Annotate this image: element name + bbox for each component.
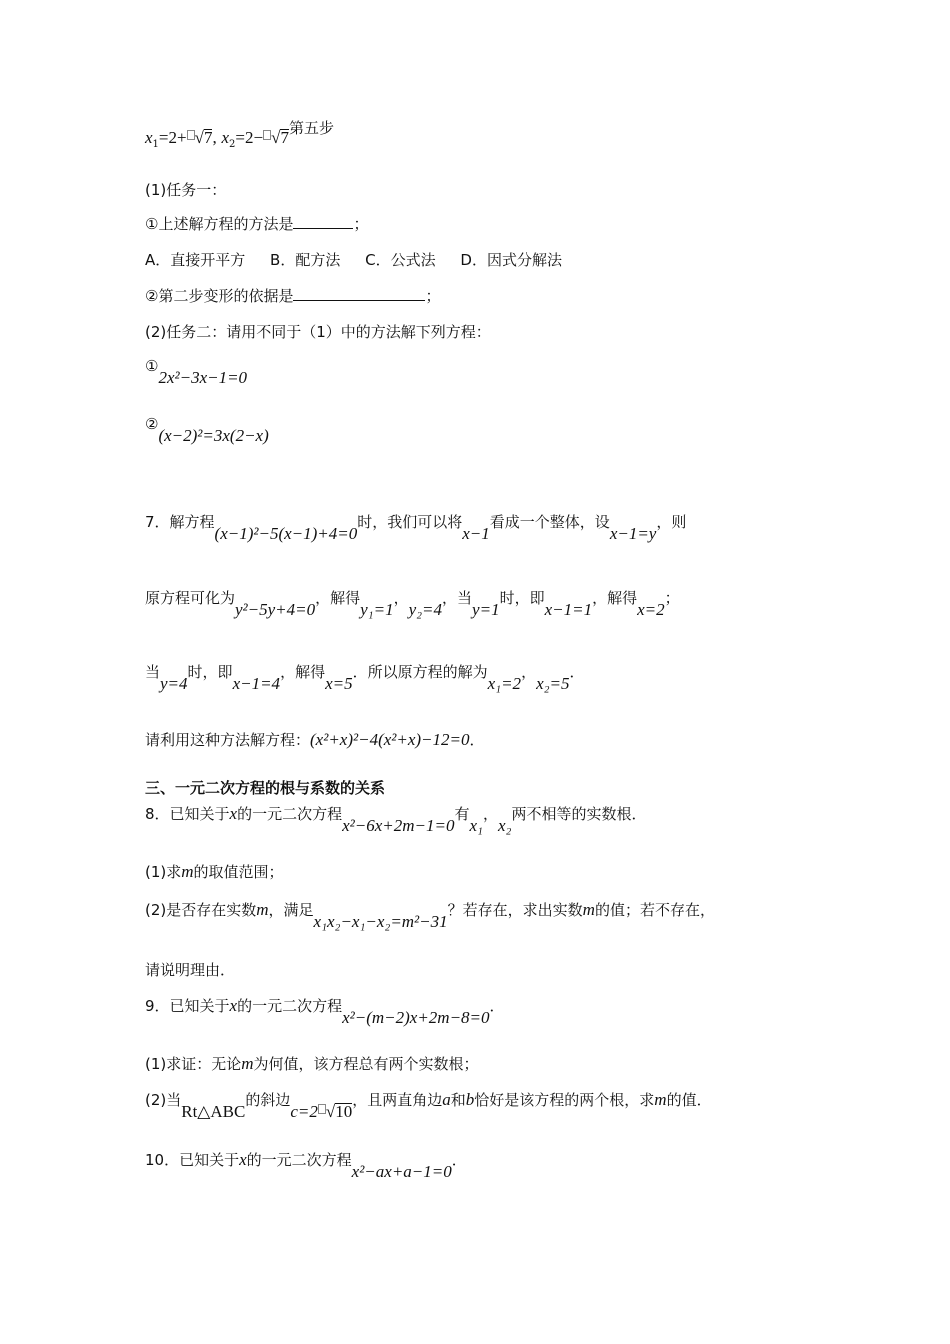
task1-q1: ①上述解方程的方法是 ； — [145, 215, 369, 233]
task2-eq1: ①2x²−3x−1=0 — [145, 357, 248, 387]
q7-line4: 请利用这种方法解方程：(x²+x)²−4(x²+x)−12=0． — [145, 730, 485, 749]
choice-d: D．因式分解法 — [460, 251, 562, 269]
choice-c: C．公式法 — [365, 251, 436, 269]
task1-q2: ②第二步变形的依据是 ； — [145, 287, 441, 305]
task2-eq2: ②(x−2)²=3x(2−x) — [145, 415, 269, 445]
q9-part2: (2)当Rt△ABC的斜边c=2 √10，且两直角边a和b恰好是该方程的两个根，求m的值． — [145, 1090, 712, 1121]
q10-line1: 10．已知关于x的一元二次方程x²−ax+a−1=0． — [145, 1150, 467, 1181]
task1-choices — [145, 250, 810, 270]
q8-part2: (2)是否存在实数m，满足x₁x₂−x₁−x₂=m²−31？若存在，求出实数m的值；若不存在， — [145, 900, 715, 931]
placeholder-box-icon — [263, 130, 271, 140]
answer-blank[interactable] — [293, 214, 353, 229]
q9-part1: (1)求证：无论m为何值，该方程总有两个实数根； — [145, 1054, 479, 1073]
q9-line1: 9．已知关于x的一元二次方程x²−(m−2)x+2m−8=0． — [145, 996, 505, 1027]
choice-b: B．配方法 — [270, 251, 341, 269]
placeholder-box-icon — [187, 130, 195, 140]
choice-a: A．直接开平方 — [145, 251, 246, 269]
q8-part2-cont: 请说明理由． — [145, 961, 236, 979]
placeholder-box-icon — [318, 1104, 326, 1114]
q7-line3: 当y=4时，即x−1=4，解得x=5．所以原方程的解为x₁=2，x₂=5． — [145, 663, 585, 693]
x1-var: x — [145, 128, 153, 147]
step-label: 第五步 — [288, 119, 334, 137]
task2-title: (2)任务二：请用不同于（1）中的方法解下列方程： — [145, 323, 491, 341]
task1-title: (1)任务一： — [145, 181, 227, 199]
solution-line: $x_1=2+ √7$, $x_2=2- √7$第五步 — [145, 119, 334, 150]
x2-var: x — [221, 128, 230, 147]
q7-line2: 原方程可化为y²−5y+4=0，解得y₁=1，y₂=4，当y=1时，即x−1=1，解得x=2； — [145, 589, 680, 619]
answer-blank[interactable] — [293, 286, 425, 301]
q8-part1: (1)求m的取值范围； — [145, 862, 284, 881]
section3-title: 三、一元二次方程的根与系数的关系 — [145, 779, 386, 797]
q7-line1: 7．解方程(x−1)²−5(x−1)+4=0时，我们可以将x−1看成一个整体，设x−1=y，则 — [145, 513, 687, 543]
q8-line1: 8．已知关于x的一元二次方程x²−6x+2m−1=0有x₁，x₂两不相等的实数根． — [145, 804, 647, 835]
